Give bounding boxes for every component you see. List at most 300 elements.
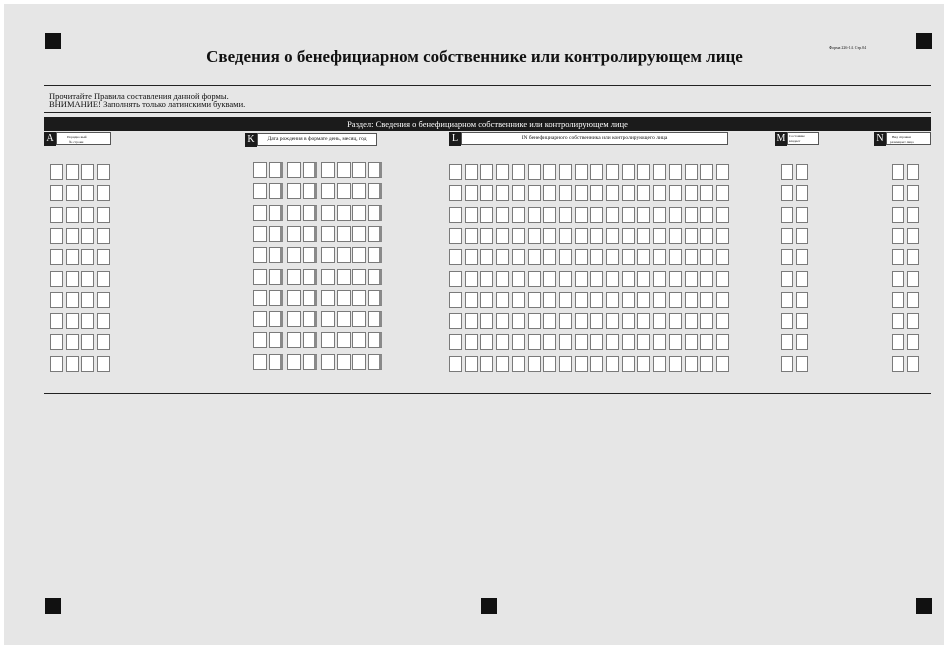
column-l-cell[interactable] — [512, 249, 525, 265]
column-a-cell[interactable] — [81, 185, 94, 201]
column-k-cell[interactable] — [287, 290, 301, 306]
column-l-cell[interactable] — [575, 207, 588, 223]
column-l-cell[interactable] — [496, 207, 509, 223]
column-m-cell[interactable] — [781, 164, 793, 180]
column-l-cell[interactable] — [543, 207, 556, 223]
column-l-cell[interactable] — [575, 292, 588, 308]
column-k-cell[interactable] — [287, 332, 301, 348]
column-a-cell[interactable] — [81, 249, 94, 265]
column-l-cell[interactable] — [700, 164, 713, 180]
column-k-cell[interactable] — [352, 290, 366, 306]
column-l-cell[interactable] — [716, 334, 729, 350]
column-l-cell[interactable] — [669, 228, 682, 244]
column-l-cell[interactable] — [465, 164, 478, 180]
column-a-cell[interactable] — [97, 164, 110, 180]
column-l-cell[interactable] — [653, 228, 666, 244]
column-l-cell[interactable] — [622, 164, 635, 180]
column-l-cell[interactable] — [669, 313, 682, 329]
column-a-cell[interactable] — [81, 313, 94, 329]
column-k-cell[interactable] — [368, 269, 382, 285]
column-k-cell[interactable] — [269, 311, 283, 327]
column-l-cell[interactable] — [449, 164, 462, 180]
column-k-cell[interactable] — [287, 183, 301, 199]
column-k-cell[interactable] — [253, 269, 267, 285]
column-n-cell[interactable] — [907, 228, 919, 244]
column-a-cell[interactable] — [66, 185, 79, 201]
column-a-cell[interactable] — [97, 249, 110, 265]
column-l-cell[interactable] — [465, 249, 478, 265]
column-m-cell[interactable] — [796, 334, 808, 350]
column-l-cell[interactable] — [685, 228, 698, 244]
column-l-cell[interactable] — [559, 292, 572, 308]
column-n-cell[interactable] — [907, 185, 919, 201]
column-l-cell[interactable] — [622, 228, 635, 244]
column-l-cell[interactable] — [606, 334, 619, 350]
column-l-cell[interactable] — [590, 313, 603, 329]
column-l-cell[interactable] — [496, 271, 509, 287]
column-k-cell[interactable] — [253, 162, 267, 178]
column-l-cell[interactable] — [449, 356, 462, 372]
column-l-cell[interactable] — [590, 228, 603, 244]
column-l-cell[interactable] — [685, 185, 698, 201]
column-l-cell[interactable] — [543, 292, 556, 308]
column-k-cell[interactable] — [287, 311, 301, 327]
column-l-cell[interactable] — [575, 164, 588, 180]
column-l-cell[interactable] — [496, 356, 509, 372]
column-l-cell[interactable] — [512, 164, 525, 180]
column-k-cell[interactable] — [352, 354, 366, 370]
column-l-cell[interactable] — [575, 313, 588, 329]
column-l-cell[interactable] — [606, 249, 619, 265]
column-l-cell[interactable] — [543, 185, 556, 201]
column-l-cell[interactable] — [669, 164, 682, 180]
column-k-cell[interactable] — [321, 311, 335, 327]
column-k-cell[interactable] — [321, 290, 335, 306]
column-n-cell[interactable] — [892, 313, 904, 329]
column-l-cell[interactable] — [590, 207, 603, 223]
column-l-cell[interactable] — [559, 334, 572, 350]
column-k-cell[interactable] — [368, 183, 382, 199]
column-m-cell[interactable] — [781, 334, 793, 350]
column-k-cell[interactable] — [352, 162, 366, 178]
column-a-cell[interactable] — [50, 356, 63, 372]
column-l-cell[interactable] — [528, 292, 541, 308]
column-l-cell[interactable] — [480, 356, 493, 372]
column-n-cell[interactable] — [907, 164, 919, 180]
column-l-cell[interactable] — [637, 271, 650, 287]
column-l-cell[interactable] — [669, 207, 682, 223]
column-k-cell[interactable] — [368, 205, 382, 221]
column-l-cell[interactable] — [449, 271, 462, 287]
column-l-cell[interactable] — [465, 228, 478, 244]
column-n-cell[interactable] — [892, 292, 904, 308]
column-l-cell[interactable] — [685, 292, 698, 308]
column-m-cell[interactable] — [796, 207, 808, 223]
column-l-cell[interactable] — [622, 356, 635, 372]
column-l-cell[interactable] — [606, 292, 619, 308]
column-l-cell[interactable] — [700, 356, 713, 372]
column-l-cell[interactable] — [637, 313, 650, 329]
column-l-cell[interactable] — [606, 185, 619, 201]
column-k-cell[interactable] — [303, 354, 317, 370]
column-l-cell[interactable] — [716, 228, 729, 244]
column-k-cell[interactable] — [368, 290, 382, 306]
column-l-cell[interactable] — [606, 164, 619, 180]
column-a-cell[interactable] — [50, 207, 63, 223]
column-m-cell[interactable] — [796, 185, 808, 201]
column-k-cell[interactable] — [269, 354, 283, 370]
column-l-cell[interactable] — [465, 207, 478, 223]
column-k-cell[interactable] — [352, 269, 366, 285]
column-k-cell[interactable] — [352, 247, 366, 263]
column-l-cell[interactable] — [637, 185, 650, 201]
column-m-cell[interactable] — [796, 164, 808, 180]
column-l-cell[interactable] — [480, 292, 493, 308]
column-l-cell[interactable] — [669, 334, 682, 350]
column-l-cell[interactable] — [590, 249, 603, 265]
column-a-cell[interactable] — [66, 271, 79, 287]
column-m-cell[interactable] — [796, 313, 808, 329]
column-a-cell[interactable] — [81, 207, 94, 223]
column-l-cell[interactable] — [606, 356, 619, 372]
column-l-cell[interactable] — [480, 313, 493, 329]
column-a-cell[interactable] — [97, 271, 110, 287]
column-l-cell[interactable] — [496, 249, 509, 265]
column-l-cell[interactable] — [685, 356, 698, 372]
column-l-cell[interactable] — [685, 249, 698, 265]
column-a-cell[interactable] — [97, 356, 110, 372]
column-m-cell[interactable] — [781, 185, 793, 201]
column-k-cell[interactable] — [253, 354, 267, 370]
column-a-cell[interactable] — [97, 228, 110, 244]
column-m-cell[interactable] — [781, 207, 793, 223]
column-a-cell[interactable] — [97, 292, 110, 308]
column-l-cell[interactable] — [496, 334, 509, 350]
column-k-cell[interactable] — [337, 205, 351, 221]
column-k-cell[interactable] — [321, 354, 335, 370]
column-l-cell[interactable] — [700, 249, 713, 265]
column-l-cell[interactable] — [543, 164, 556, 180]
column-n-cell[interactable] — [892, 185, 904, 201]
column-a-cell[interactable] — [66, 356, 79, 372]
column-m-cell[interactable] — [781, 228, 793, 244]
column-k-cell[interactable] — [352, 183, 366, 199]
column-l-cell[interactable] — [653, 185, 666, 201]
column-l-cell[interactable] — [637, 228, 650, 244]
column-k-cell[interactable] — [269, 183, 283, 199]
column-l-cell[interactable] — [480, 164, 493, 180]
column-a-cell[interactable] — [66, 313, 79, 329]
column-l-cell[interactable] — [480, 334, 493, 350]
column-a-cell[interactable] — [50, 313, 63, 329]
column-a-cell[interactable] — [50, 185, 63, 201]
column-l-cell[interactable] — [590, 185, 603, 201]
column-l-cell[interactable] — [559, 313, 572, 329]
column-l-cell[interactable] — [669, 271, 682, 287]
column-k-cell[interactable] — [269, 269, 283, 285]
column-l-cell[interactable] — [622, 334, 635, 350]
column-k-cell[interactable] — [253, 205, 267, 221]
column-k-cell[interactable] — [321, 205, 335, 221]
column-m-cell[interactable] — [796, 292, 808, 308]
column-l-cell[interactable] — [528, 271, 541, 287]
column-l-cell[interactable] — [716, 207, 729, 223]
column-l-cell[interactable] — [622, 313, 635, 329]
column-l-cell[interactable] — [669, 185, 682, 201]
column-l-cell[interactable] — [480, 185, 493, 201]
column-l-cell[interactable] — [449, 185, 462, 201]
column-m-cell[interactable] — [781, 292, 793, 308]
column-l-cell[interactable] — [480, 249, 493, 265]
column-k-cell[interactable] — [269, 290, 283, 306]
column-l-cell[interactable] — [575, 249, 588, 265]
column-k-cell[interactable] — [321, 332, 335, 348]
column-l-cell[interactable] — [716, 271, 729, 287]
column-l-cell[interactable] — [653, 271, 666, 287]
column-l-cell[interactable] — [685, 334, 698, 350]
column-k-cell[interactable] — [337, 247, 351, 263]
column-k-cell[interactable] — [269, 162, 283, 178]
column-l-cell[interactable] — [622, 249, 635, 265]
column-k-cell[interactable] — [368, 332, 382, 348]
column-k-cell[interactable] — [303, 290, 317, 306]
column-k-cell[interactable] — [321, 162, 335, 178]
column-l-cell[interactable] — [528, 185, 541, 201]
column-a-cell[interactable] — [97, 334, 110, 350]
column-l-cell[interactable] — [653, 356, 666, 372]
column-k-cell[interactable] — [303, 205, 317, 221]
column-m-cell[interactable] — [781, 271, 793, 287]
column-l-cell[interactable] — [543, 249, 556, 265]
column-a-cell[interactable] — [50, 271, 63, 287]
column-l-cell[interactable] — [480, 207, 493, 223]
column-k-cell[interactable] — [321, 183, 335, 199]
column-m-cell[interactable] — [796, 228, 808, 244]
column-l-cell[interactable] — [653, 334, 666, 350]
column-l-cell[interactable] — [449, 313, 462, 329]
column-k-cell[interactable] — [368, 162, 382, 178]
column-a-cell[interactable] — [66, 207, 79, 223]
column-l-cell[interactable] — [590, 271, 603, 287]
column-l-cell[interactable] — [528, 313, 541, 329]
column-l-cell[interactable] — [543, 334, 556, 350]
column-k-cell[interactable] — [352, 226, 366, 242]
column-k-cell[interactable] — [352, 205, 366, 221]
column-a-cell[interactable] — [50, 249, 63, 265]
column-l-cell[interactable] — [685, 207, 698, 223]
column-a-cell[interactable] — [66, 334, 79, 350]
column-l-cell[interactable] — [716, 292, 729, 308]
column-l-cell[interactable] — [590, 356, 603, 372]
column-l-cell[interactable] — [512, 185, 525, 201]
column-k-cell[interactable] — [321, 226, 335, 242]
column-k-cell[interactable] — [287, 247, 301, 263]
column-a-cell[interactable] — [97, 185, 110, 201]
column-n-cell[interactable] — [907, 249, 919, 265]
column-k-cell[interactable] — [287, 162, 301, 178]
column-l-cell[interactable] — [716, 356, 729, 372]
column-l-cell[interactable] — [559, 249, 572, 265]
column-n-cell[interactable] — [907, 271, 919, 287]
column-l-cell[interactable] — [575, 228, 588, 244]
column-l-cell[interactable] — [685, 164, 698, 180]
column-l-cell[interactable] — [465, 356, 478, 372]
column-l-cell[interactable] — [653, 207, 666, 223]
column-l-cell[interactable] — [700, 313, 713, 329]
column-k-cell[interactable] — [269, 226, 283, 242]
column-k-cell[interactable] — [303, 226, 317, 242]
column-n-cell[interactable] — [892, 356, 904, 372]
column-l-cell[interactable] — [700, 185, 713, 201]
column-n-cell[interactable] — [892, 271, 904, 287]
column-l-cell[interactable] — [669, 356, 682, 372]
column-a-cell[interactable] — [66, 249, 79, 265]
column-l-cell[interactable] — [606, 228, 619, 244]
column-k-cell[interactable] — [253, 247, 267, 263]
column-l-cell[interactable] — [528, 249, 541, 265]
column-l-cell[interactable] — [622, 271, 635, 287]
column-m-cell[interactable] — [781, 249, 793, 265]
column-n-cell[interactable] — [907, 313, 919, 329]
column-k-cell[interactable] — [253, 290, 267, 306]
column-k-cell[interactable] — [287, 226, 301, 242]
column-k-cell[interactable] — [368, 311, 382, 327]
column-l-cell[interactable] — [700, 292, 713, 308]
column-l-cell[interactable] — [622, 207, 635, 223]
column-l-cell[interactable] — [496, 185, 509, 201]
column-l-cell[interactable] — [622, 292, 635, 308]
column-k-cell[interactable] — [337, 226, 351, 242]
column-n-cell[interactable] — [907, 356, 919, 372]
column-l-cell[interactable] — [512, 334, 525, 350]
column-a-cell[interactable] — [97, 207, 110, 223]
column-k-cell[interactable] — [303, 311, 317, 327]
column-l-cell[interactable] — [465, 185, 478, 201]
column-l-cell[interactable] — [449, 207, 462, 223]
column-l-cell[interactable] — [512, 292, 525, 308]
column-k-cell[interactable] — [321, 247, 335, 263]
column-l-cell[interactable] — [590, 292, 603, 308]
column-k-cell[interactable] — [337, 354, 351, 370]
column-l-cell[interactable] — [512, 271, 525, 287]
column-l-cell[interactable] — [685, 271, 698, 287]
column-a-cell[interactable] — [81, 271, 94, 287]
column-l-cell[interactable] — [559, 356, 572, 372]
column-l-cell[interactable] — [700, 271, 713, 287]
column-l-cell[interactable] — [637, 334, 650, 350]
column-l-cell[interactable] — [622, 185, 635, 201]
column-l-cell[interactable] — [716, 249, 729, 265]
column-a-cell[interactable] — [50, 334, 63, 350]
column-m-cell[interactable] — [796, 249, 808, 265]
column-l-cell[interactable] — [590, 334, 603, 350]
column-l-cell[interactable] — [716, 185, 729, 201]
column-l-cell[interactable] — [496, 313, 509, 329]
column-n-cell[interactable] — [892, 228, 904, 244]
column-k-cell[interactable] — [303, 269, 317, 285]
column-k-cell[interactable] — [253, 311, 267, 327]
column-k-cell[interactable] — [368, 226, 382, 242]
column-l-cell[interactable] — [480, 228, 493, 244]
column-k-cell[interactable] — [368, 247, 382, 263]
column-l-cell[interactable] — [465, 292, 478, 308]
column-n-cell[interactable] — [907, 207, 919, 223]
column-l-cell[interactable] — [637, 292, 650, 308]
column-n-cell[interactable] — [892, 334, 904, 350]
column-m-cell[interactable] — [796, 356, 808, 372]
column-l-cell[interactable] — [637, 207, 650, 223]
column-l-cell[interactable] — [496, 292, 509, 308]
column-k-cell[interactable] — [303, 162, 317, 178]
column-l-cell[interactable] — [449, 334, 462, 350]
column-l-cell[interactable] — [512, 356, 525, 372]
column-l-cell[interactable] — [669, 249, 682, 265]
column-l-cell[interactable] — [700, 334, 713, 350]
column-l-cell[interactable] — [465, 334, 478, 350]
column-k-cell[interactable] — [287, 354, 301, 370]
column-l-cell[interactable] — [528, 228, 541, 244]
column-a-cell[interactable] — [81, 334, 94, 350]
column-a-cell[interactable] — [50, 292, 63, 308]
column-l-cell[interactable] — [700, 228, 713, 244]
column-l-cell[interactable] — [606, 313, 619, 329]
column-l-cell[interactable] — [465, 271, 478, 287]
column-k-cell[interactable] — [253, 183, 267, 199]
column-l-cell[interactable] — [669, 292, 682, 308]
column-k-cell[interactable] — [303, 183, 317, 199]
column-a-cell[interactable] — [81, 356, 94, 372]
column-l-cell[interactable] — [528, 164, 541, 180]
column-k-cell[interactable] — [337, 311, 351, 327]
column-l-cell[interactable] — [543, 356, 556, 372]
column-k-cell[interactable] — [253, 332, 267, 348]
column-k-cell[interactable] — [303, 247, 317, 263]
column-l-cell[interactable] — [496, 164, 509, 180]
column-k-cell[interactable] — [287, 205, 301, 221]
column-l-cell[interactable] — [559, 228, 572, 244]
column-l-cell[interactable] — [637, 356, 650, 372]
column-k-cell[interactable] — [269, 332, 283, 348]
column-l-cell[interactable] — [528, 356, 541, 372]
column-k-cell[interactable] — [337, 290, 351, 306]
column-l-cell[interactable] — [606, 271, 619, 287]
column-l-cell[interactable] — [496, 228, 509, 244]
column-a-cell[interactable] — [97, 313, 110, 329]
column-l-cell[interactable] — [449, 249, 462, 265]
column-l-cell[interactable] — [653, 313, 666, 329]
column-l-cell[interactable] — [637, 249, 650, 265]
column-l-cell[interactable] — [480, 271, 493, 287]
column-l-cell[interactable] — [512, 228, 525, 244]
column-l-cell[interactable] — [590, 164, 603, 180]
column-k-cell[interactable] — [253, 226, 267, 242]
column-n-cell[interactable] — [907, 292, 919, 308]
column-m-cell[interactable] — [796, 271, 808, 287]
column-l-cell[interactable] — [449, 228, 462, 244]
column-l-cell[interactable] — [512, 207, 525, 223]
column-a-cell[interactable] — [81, 292, 94, 308]
column-k-cell[interactable] — [337, 332, 351, 348]
column-k-cell[interactable] — [287, 269, 301, 285]
column-m-cell[interactable] — [781, 356, 793, 372]
column-l-cell[interactable] — [700, 207, 713, 223]
column-l-cell[interactable] — [575, 185, 588, 201]
column-l-cell[interactable] — [716, 313, 729, 329]
column-l-cell[interactable] — [606, 207, 619, 223]
column-k-cell[interactable] — [269, 247, 283, 263]
column-k-cell[interactable] — [269, 205, 283, 221]
column-l-cell[interactable] — [512, 313, 525, 329]
